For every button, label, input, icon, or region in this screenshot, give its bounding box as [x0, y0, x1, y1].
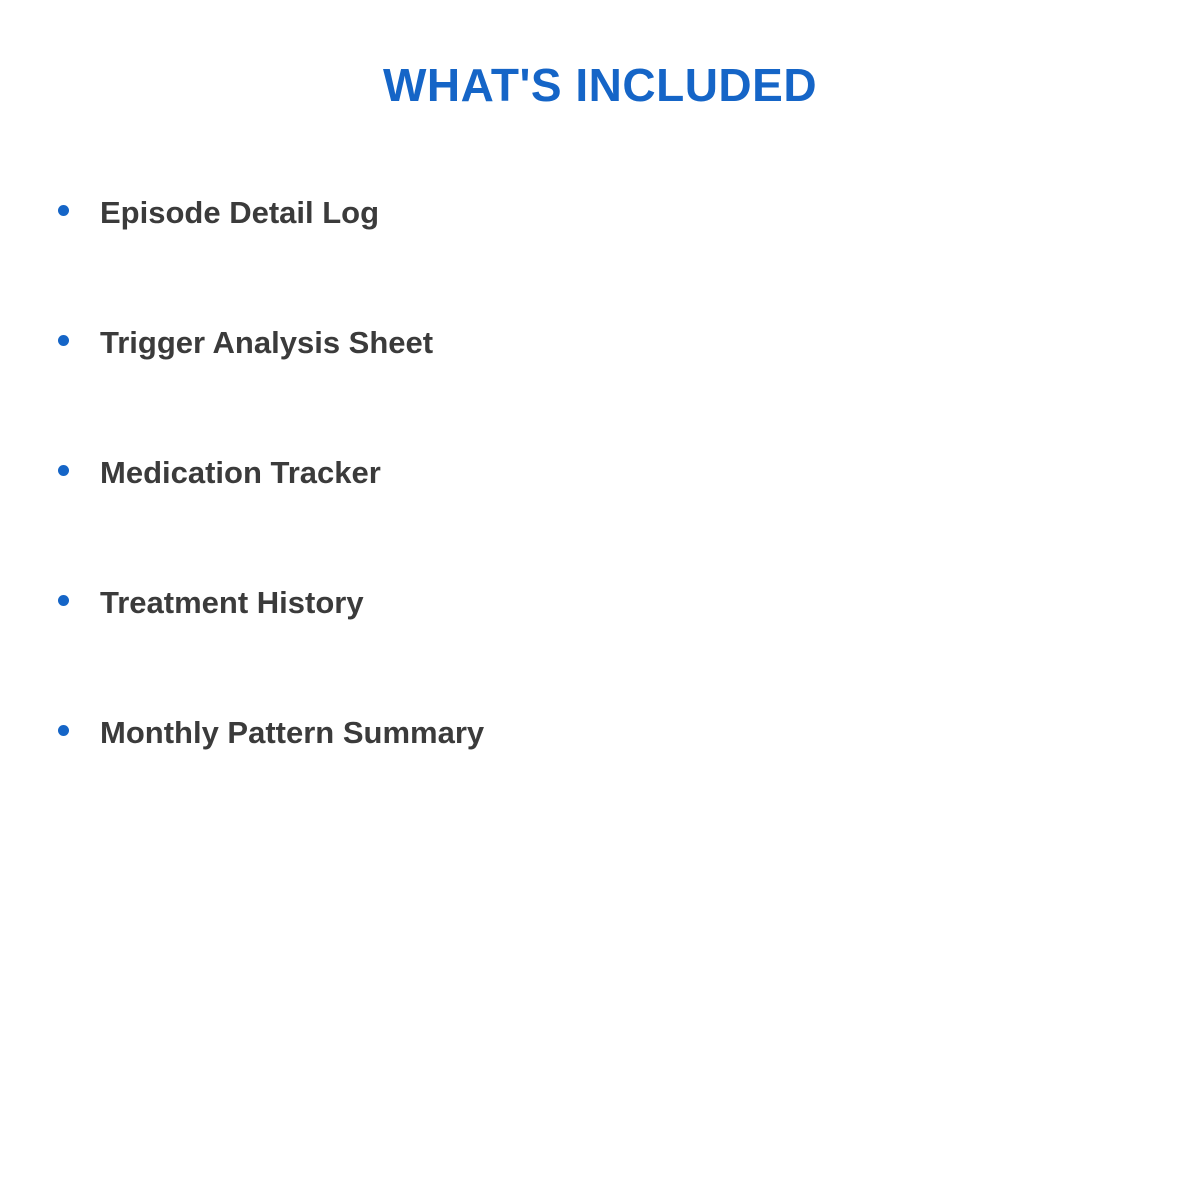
list-item[interactable] [56, 705, 1156, 835]
list-item-label: Episode Detail Log [100, 195, 380, 230]
list-item-label: Trigger Analysis Sheet [100, 325, 434, 360]
list-item[interactable] [56, 185, 1156, 315]
list-item[interactable] [56, 315, 1156, 445]
list-item-label: Medication Tracker [100, 455, 381, 490]
bullet-dot-icon [58, 595, 69, 606]
list-item[interactable] [56, 445, 1156, 575]
list-item[interactable] [56, 575, 1156, 705]
bullet-dot-icon [58, 205, 69, 216]
list-item-label: Treatment History [100, 585, 364, 620]
bullet-dot-icon [58, 335, 69, 346]
page-title: WHAT'S INCLUDED [382, 59, 818, 111]
included-items-list [56, 185, 1156, 835]
bullet-dot-icon [58, 725, 69, 736]
bullet-dot-icon [58, 465, 69, 476]
list-item-label: Monthly Pattern Summary [100, 715, 485, 750]
